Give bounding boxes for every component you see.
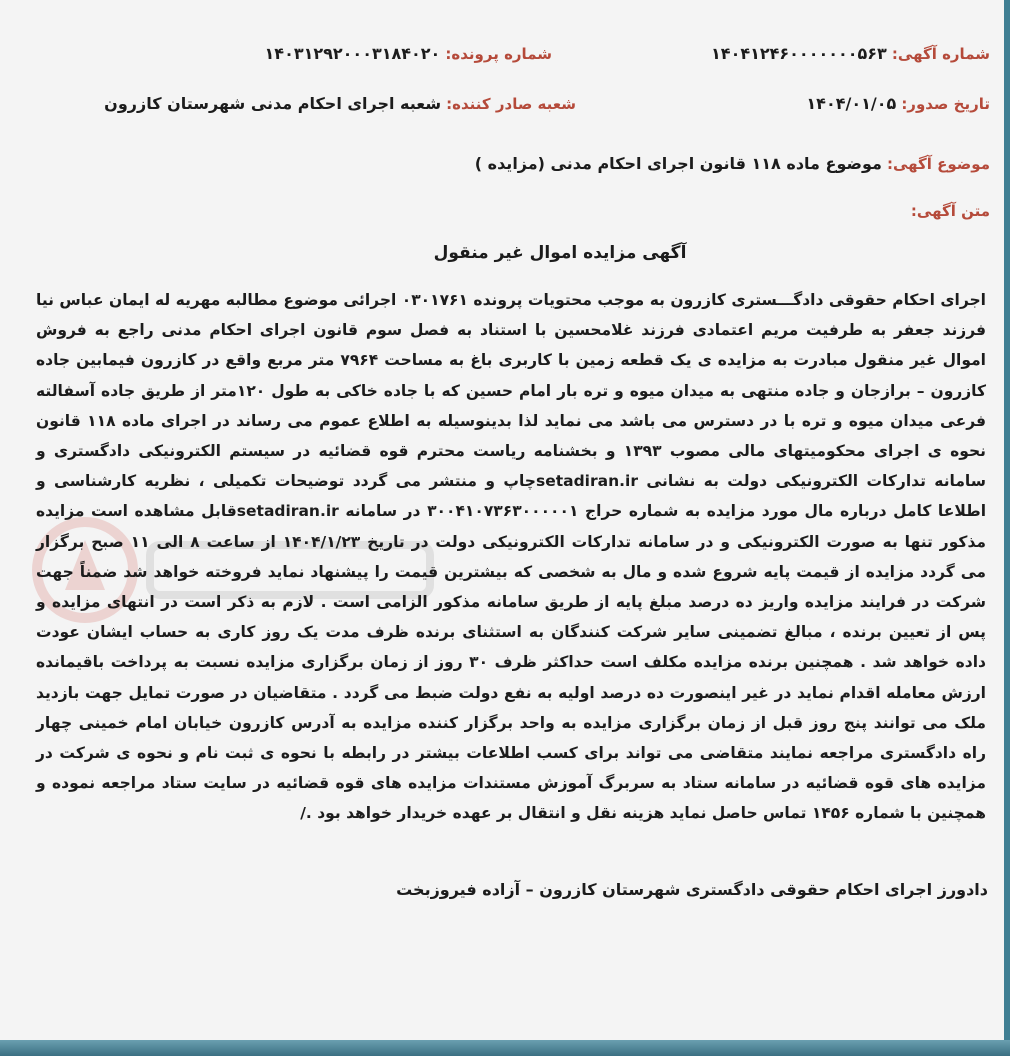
text-label: متن آگهی: (910, 202, 990, 220)
subject-value: موضوع ماده ۱۱۸ قانون اجرای احکام مدنی (مزایده ) (474, 154, 882, 173)
notice-title: آگهی مزایده اموال غیر منقول (433, 243, 687, 263)
issue-date-value: ۱۴۰۴/۰۱/۰۵ (806, 94, 897, 113)
subject-row (475, 154, 990, 173)
notice-number-row (711, 44, 990, 63)
notice-body: اجرای احکام حقوقی دادگـــستری کازرون به موجب محتویات پرونده ۰۳۰۱۷۶۱ اجرائی موضوع مطالبه مهریه له ایمان عباس نیا فرزند جعفر به طرفیت مریم اعتمادی فرزند غلامحسین با استناد به فصل سوم قانون اجرای احکام مدنی راجع به فروش اموال غیر منقول مبادرت به مزایده ی یک قطعه زمین با کاربری باغ به مساحت ۷۹۶۴ متر مربع واقع در کازرون فیمابین جاده کازرون – برازجان و جاده منتهی به میدان میوه و تره بار امام حسین که با جاده خاکی به طول ۱۲۰متر از طریق جاده آسفالته فرعی میدان میوه و تره با در دسترس می باشد می نماید لذا بدینوسیله به اطلاع عموم می رساند در اجرای ماده ۱۱۸ قانون نحوه ی اجرای محکومیتهای مالی مصوب ۱۳۹۳ و بخشنامه ریاست محترم قوه قضائیه در سیستم الکترونیکی دادگستری و سامانه تدارکات الکترونیکی دولت به نشانی setadiran.irچاپ و منتشر می گردد توضیحات تکمیلی ، نظریه کارشناسی و اطلاعا کامل درباره مال مورد مزایده به شماره حراج ۳۰۰۴۱۰۷۳۶۳۰۰۰۰۰۱ در سامانه setadiran.irقابل مشاهده است مزایده مذکور تنها به صورت الکترونیکی و در سامانه تدارکات الکترونیکی دولت در تاریخ ۱۴۰۴/۱/۲۳ از ساعت ۸ الی ۱۱ صبح برگزار می گردد مزایده از قیمت پایه شروع شده و مال به شخصی که بیشترین قیمت را پیشنهاد نماید فروخته خواهد شد ضمناً جهت شرکت در فرایند مزایده واریز ده درصد مبلغ پایه از طریق سامانه مذکور الزامی است . لازم به ذکر است در انتهای مزایده و پس از تعیین برنده ، مبالغ تضمینی سایر شرکت کنندگان به استثنای برنده ظرف مدت یک روز کاری به حساب ایشان عودت داده خواهد شد . همچنین برنده مزایده مکلف است حداکثر ظرف ۳۰ روز از زمان برگزاری مزایده نسبت به پرداخت باقیمانده ارزش معامله اقدام نماید در غیر اینصورت ده درصد اولیه به نفع دولت ضبط می گردد . متقاضیان در صورت تمایل جهت بازدید ملک می توانند پنج روز قبل از زمان برگزاری مزایده به واحد برگزار کننده مزایده به آدرس کازرون خیابان امام خمینی چهار راه دادگستری مراجعه نمایند متقاضی می تواند برای کسب اطلاعات بیشتر در رابطه با نحوه ی ثبت نام و نحوه ی شرکت در مزایده های قوه قضائیه در سامانه ستاد به سربرگ آموزش مستندات مزایده های قوه قضائیه در سایت ستاد مراجعه نموده و همچنین با شماره ۱۴۵۶ تماس حاصل نماید هزینه نقل و انتقال بر عهده خریدار خواهد بود ./ (36, 291, 987, 823)
text-label-row (911, 201, 990, 220)
case-number-row (265, 44, 552, 63)
notice-number-value: ۱۴۰۴۱۲۴۶۰۰۰۰۰۰۰۵۶۳ (711, 44, 887, 63)
notice-signature: دادورز اجرای احکام حقوقی دادگستری شهرستان کازرون – آزاده فیروزبخت (396, 880, 988, 899)
issue-date-label: تاریخ صدور: (901, 95, 990, 113)
case-number-value: ۱۴۰۳۱۲۹۲۰۰۰۳۱۸۴۰۲۰ (264, 44, 441, 63)
subject-label: موضوع آگهی: (886, 155, 990, 173)
notice-number-label: شماره آگهی: (891, 45, 990, 63)
issuer-value: شعبه اجرای احکام مدنی شهرستان کازرون (104, 94, 442, 113)
issuer-row (104, 94, 576, 113)
window-bottom-bar (0, 1040, 1010, 1056)
case-number-label: شماره پرونده: (445, 45, 552, 63)
issuer-label: شعبه صادر کننده: (446, 95, 576, 113)
issue-date-row (806, 94, 990, 113)
